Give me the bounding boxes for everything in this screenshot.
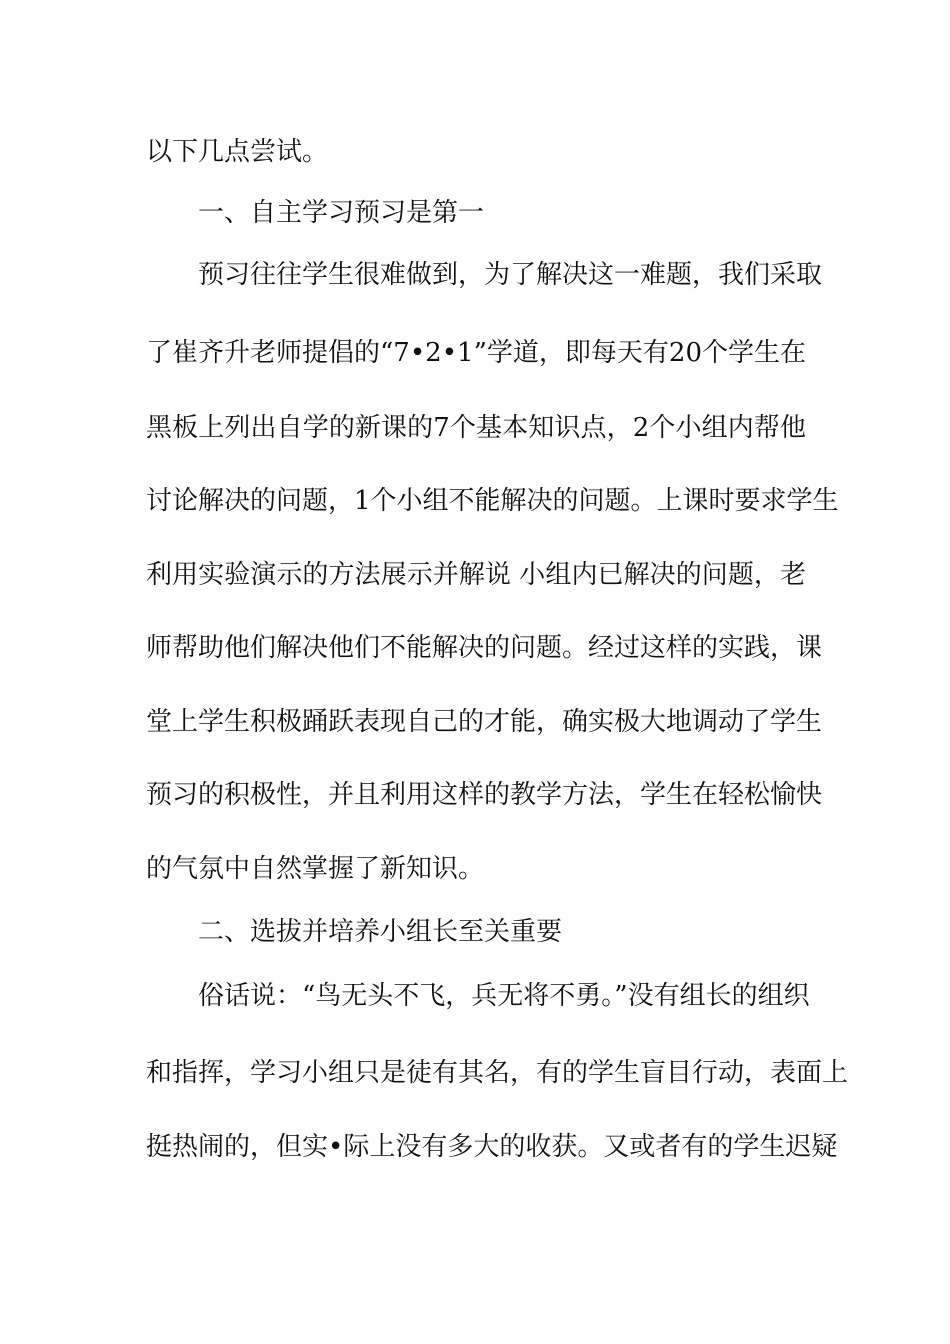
paragraph-line: 预习的积极性，并且利用这样的教学方法，学生在轻松愉快 (146, 780, 823, 810)
section-heading-1: 一、自主学习预习是第一 (198, 198, 485, 228)
paragraph-line: 师帮助他们解决他们不能解决的问题。经过这样的实践，课 (146, 633, 823, 663)
paragraph-line: 利用实验演示的方法展示并解说 小组内已解决的问题，老 (146, 560, 806, 590)
paragraph-line: 预习往往学生很难做到，为了解决这一难题，我们采取 (198, 260, 823, 290)
section-heading-2: 二、选拔并培养小组长至关重要 (198, 917, 563, 947)
paragraph-line: 了崔齐升老师提倡的“7•2•1”学道，即每天有20个学生在 (146, 338, 806, 368)
paragraph-line: 黑板上列出自学的新课的7个基本知识点，2个小组内帮他 (146, 413, 806, 443)
paragraph-line: 俗话说：“鸟无头不飞，兵无将不勇。”没有组长的组织 (198, 981, 810, 1011)
paragraph-line: 挺热闹的，但实•际上没有多大的收获。又或者有的学生迟疑 (146, 1132, 838, 1162)
paragraph-line: 讨论解决的问题，1个小组不能解决的问题。上课时要求学生 (146, 486, 839, 516)
paragraph-line: 堂上学生积极踊跃表现自己的才能，确实极大地调动了学生 (146, 707, 823, 737)
paragraph-line: 的气氛中自然掌握了新知识。 (146, 854, 485, 884)
paragraph-line: 以下几点尝试。 (146, 137, 329, 167)
paragraph-line: 和指挥，学习小组只是徒有其名，有的学生盲目行动，表面上 (146, 1058, 849, 1088)
